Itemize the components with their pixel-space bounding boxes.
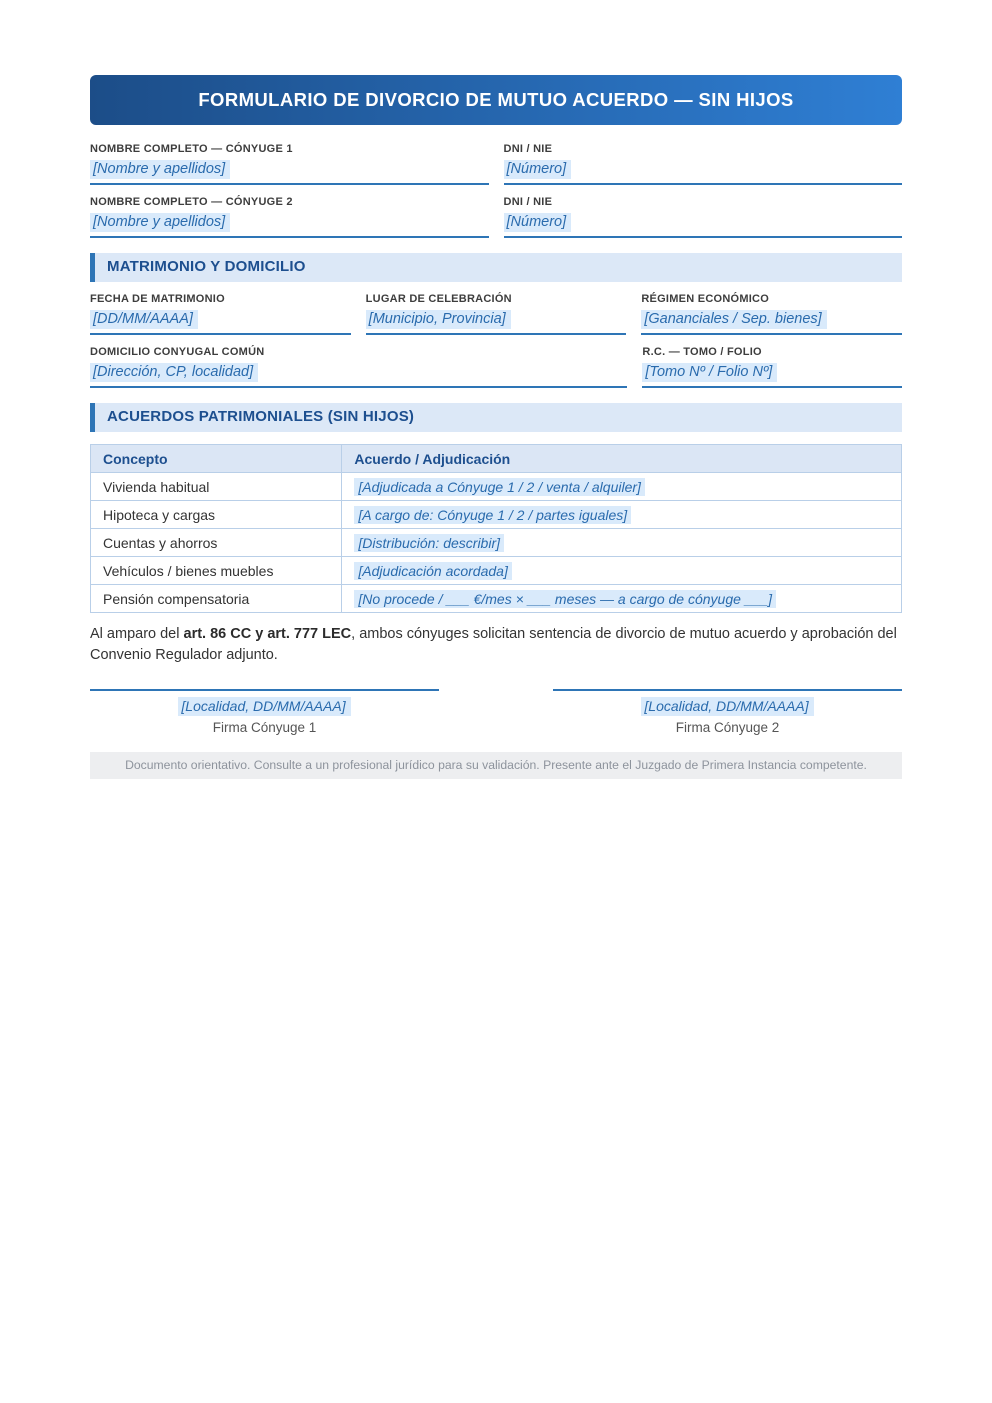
table-placeholder-pension[interactable]: [No procede / ___ €/mes × ___ meses — a cargo de cónyuge ___]: [354, 590, 776, 608]
field-placeholder-fecha-matrimonio[interactable]: [DD/MM/AAAA]: [90, 310, 198, 329]
matrimonio-row-1: [90, 293, 902, 335]
table-row-cuentas: [91, 529, 902, 557]
field-fecha-matrimonio: [90, 293, 351, 335]
table-cell-acuerdo-vehiculos: [342, 557, 902, 585]
table-header-concepto: Concepto: [91, 445, 342, 473]
field-input-nombre-conyuge2[interactable]: [90, 212, 489, 238]
table-header-acuerdo: Acuerdo / Adjudicación: [342, 445, 902, 473]
acuerdos-table: [90, 444, 902, 613]
field-regimen-economico: [641, 293, 902, 335]
section-title-acuerdos: ACUERDOS PATRIMONIALES (SIN HIJOS): [107, 408, 415, 425]
field-input-dni-conyuge2[interactable]: [504, 212, 903, 238]
table-cell-concepto-hipoteca: Hipoteca y cargas: [91, 501, 342, 529]
section-title-matrimonio: MATRIMONIO Y DOMICILIO: [107, 258, 306, 275]
legal-paragraph: [90, 624, 902, 667]
section-header-matrimonio: [90, 253, 902, 282]
field-input-nombre-conyuge1[interactable]: [90, 159, 489, 185]
signature-place-date-conyuge1[interactable]: [90, 697, 439, 716]
table-placeholder-vehiculos[interactable]: [Adjudicación acordada]: [354, 562, 511, 580]
field-placeholder-dni-conyuge1[interactable]: [Número]: [504, 160, 572, 179]
field-placeholder-rc-tomo-folio[interactable]: [Tomo Nº / Folio Nº]: [642, 363, 777, 382]
table-placeholder-hipoteca[interactable]: [A cargo de: Cónyuge 1 / 2 / partes iguales]: [354, 506, 631, 524]
field-rc-tomo-folio: [642, 346, 902, 388]
legal-text-prefix: Al amparo del: [90, 626, 184, 642]
field-nombre-conyuge1: [90, 143, 489, 185]
signature-block-conyuge2[interactable]: [553, 689, 902, 735]
footer-note: Documento orientativo. Consulte a un profesional jurídico para su validación. Presente ante el Juzgado de Primera Instancia competente.: [90, 752, 902, 779]
identity-row-2: [90, 196, 902, 238]
identity-row-1: [90, 143, 902, 185]
field-input-fecha-matrimonio[interactable]: [90, 309, 351, 335]
signature-label-conyuge2: Firma Cónyuge 2: [675, 719, 780, 735]
field-placeholder-nombre-conyuge1[interactable]: [Nombre y apellidos]: [90, 160, 230, 179]
signature-block-conyuge1[interactable]: [90, 689, 439, 735]
signature-placeholder-conyuge2[interactable]: [Localidad, DD/MM/AAAA]: [641, 697, 813, 716]
signature-row: [90, 689, 902, 735]
table-placeholder-cuentas[interactable]: [Distribución: describir]: [354, 534, 504, 552]
field-label-nombre-conyuge1: NOMBRE COMPLETO — CÓNYUGE 1: [90, 143, 293, 155]
legal-text-suffix: , ambos cónyuges solicitan sentencia de divorcio de mutuo acuerdo y aprobación del Convenio Regulador adjunto.: [90, 626, 897, 664]
table-cell-concepto-pension: Pensión compensatoria: [91, 585, 342, 613]
table-row-pension: [91, 585, 902, 613]
field-label-rc-tomo-folio: R.C. — TOMO / FOLIO: [642, 346, 762, 358]
field-placeholder-nombre-conyuge2[interactable]: [Nombre y apellidos]: [90, 213, 230, 232]
signature-placeholder-conyuge1[interactable]: [Localidad, DD/MM/AAAA]: [178, 697, 350, 716]
field-input-domicilio-conyugal[interactable]: [90, 362, 627, 388]
table-cell-acuerdo-pension: [342, 585, 902, 613]
field-input-rc-tomo-folio[interactable]: [642, 362, 902, 388]
table-cell-acuerdo-vivienda: [342, 473, 902, 501]
table-row-vehiculos: [91, 557, 902, 585]
field-placeholder-domicilio-conyugal[interactable]: [Dirección, CP, localidad]: [90, 363, 258, 382]
field-label-dni-conyuge1: DNI / NIE: [503, 143, 553, 155]
field-input-regimen-economico[interactable]: [641, 309, 902, 335]
table-cell-concepto-vivienda: Vivienda habitual: [91, 473, 342, 501]
table-cell-acuerdo-hipoteca: [342, 501, 902, 529]
table-row-vivienda: [91, 473, 902, 501]
field-placeholder-dni-conyuge2[interactable]: [Número]: [504, 213, 572, 232]
field-input-lugar-celebracion[interactable]: [366, 309, 627, 335]
field-placeholder-regimen-economico[interactable]: [Gananciales / Sep. bienes]: [641, 310, 826, 329]
signature-place-date-conyuge2[interactable]: [553, 697, 902, 716]
table-cell-concepto-vehiculos: Vehículos / bienes muebles: [91, 557, 342, 585]
field-label-lugar-celebracion: LUGAR DE CELEBRACIÓN: [365, 293, 512, 305]
field-label-nombre-conyuge2: NOMBRE COMPLETO — CÓNYUGE 2: [90, 196, 293, 208]
field-placeholder-lugar-celebracion[interactable]: [Municipio, Provincia]: [366, 310, 511, 329]
field-label-domicilio-conyugal: DOMICILIO CONYUGAL COMÚN: [90, 346, 265, 358]
field-input-dni-conyuge1[interactable]: [504, 159, 903, 185]
field-dni-conyuge2: [504, 196, 903, 238]
table-header-row: [91, 445, 902, 473]
form-title: FORMULARIO DE DIVORCIO DE MUTUO ACUERDO — SIN HIJOS: [198, 89, 794, 110]
field-domicilio-conyugal: [90, 346, 627, 388]
table-placeholder-vivienda[interactable]: [Adjudicada a Cónyuge 1 / 2 / venta / alquiler]: [354, 478, 645, 496]
field-dni-conyuge1: [504, 143, 903, 185]
table-cell-concepto-cuentas: Cuentas y ahorros: [91, 529, 342, 557]
legal-text-articles: art. 86 CC y art. 777 LEC: [183, 626, 352, 642]
field-nombre-conyuge2: [90, 196, 489, 238]
form-title-bar: [90, 75, 902, 125]
matrimonio-row-2: [90, 346, 902, 388]
field-label-regimen-economico: RÉGIMEN ECONÓMICO: [641, 293, 770, 305]
table-cell-acuerdo-cuentas: [342, 529, 902, 557]
table-row-hipoteca: [91, 501, 902, 529]
signature-label-conyuge1: Firma Cónyuge 1: [212, 719, 317, 735]
field-label-dni-conyuge2: DNI / NIE: [503, 196, 553, 208]
field-label-fecha-matrimonio: FECHA DE MATRIMONIO: [90, 293, 225, 305]
field-lugar-celebracion: [366, 293, 627, 335]
section-header-acuerdos: [90, 403, 902, 432]
